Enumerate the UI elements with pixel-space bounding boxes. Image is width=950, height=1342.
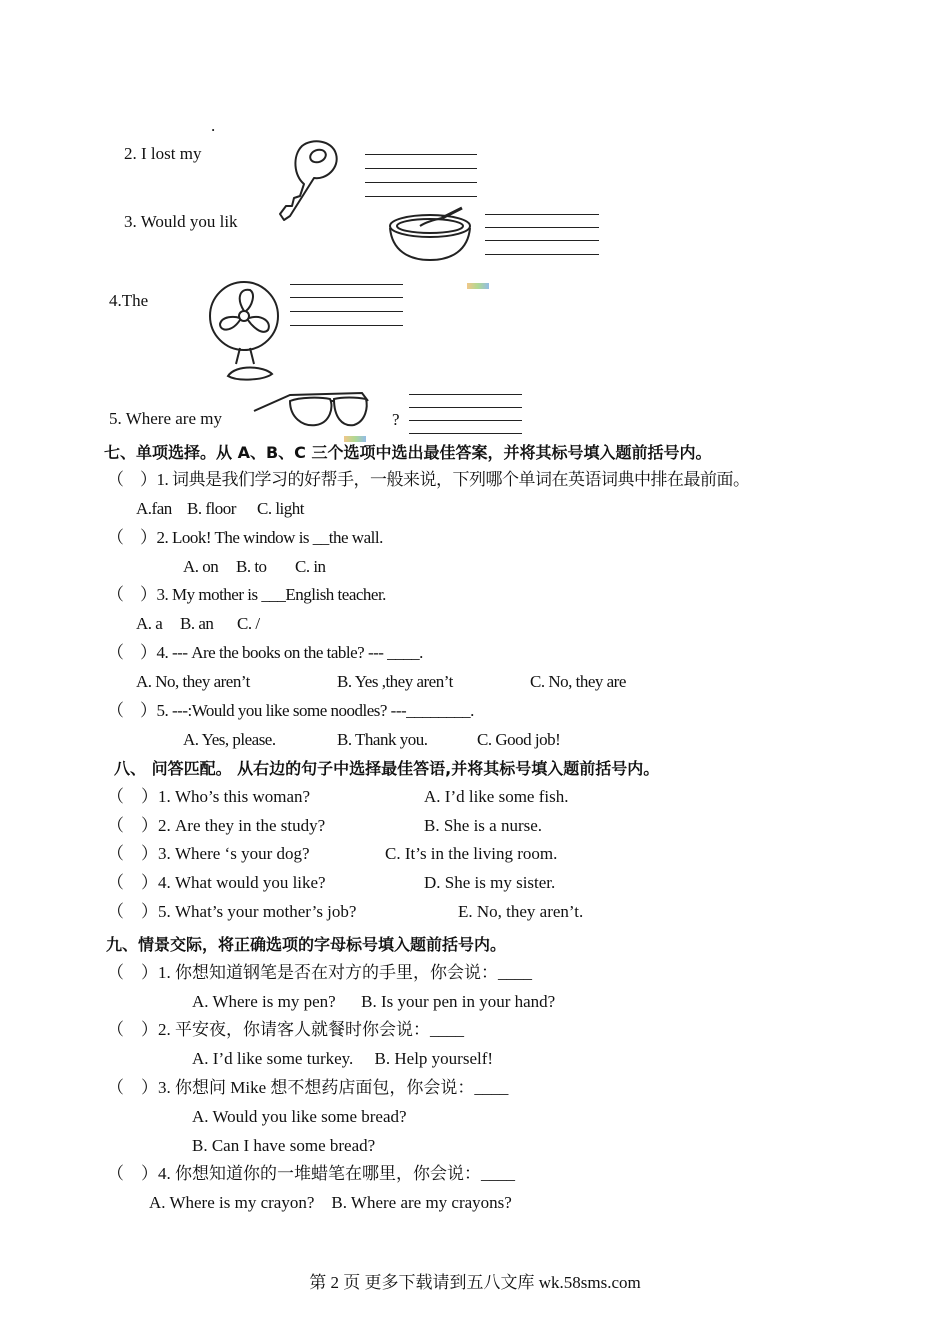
a8-4: D. She is my sister. bbox=[424, 873, 556, 892]
q8-2: （ ）2. Are they in the study? bbox=[107, 816, 326, 835]
q7-1-option-b: B. floor bbox=[187, 499, 236, 518]
q9-4-options: A. Where is my crayon? B. Where are my crayons? bbox=[149, 1193, 512, 1212]
q7-3: （ ）3. My mother is ___English teacher. bbox=[107, 585, 386, 604]
q7-4-option-c: C. No, they are bbox=[530, 672, 626, 691]
q7-2-option-c: C. in bbox=[295, 557, 326, 576]
q7-5-option-b: B. Thank you. bbox=[337, 730, 428, 749]
q9-2: （ ）2. 平安夜，你请客人就餐时你会说：____ bbox=[107, 1020, 464, 1039]
q9-1: （ ）1. 你想知道钢笔是否在对方的手里，你会说：____ bbox=[107, 963, 532, 982]
q6-3-text: 3. Would you lik bbox=[124, 212, 238, 231]
q7-4-option-a: A. No, they aren’t bbox=[136, 672, 250, 691]
q9-3-option-a: A. Would you like some bread? bbox=[192, 1107, 407, 1126]
section-9-heading: 九、情景交际，将正确选项的字母标号填入题前括号内。 bbox=[106, 935, 507, 954]
q9-2-options: A. I’d like some turkey. B. Help yourself! bbox=[192, 1049, 494, 1068]
q9-3: （ ）3. 你想问 Mike 想不想药店面包，你会说：____ bbox=[107, 1078, 509, 1097]
small-watermark-logo bbox=[344, 436, 366, 442]
q9-3-option-b: B. Can I have some bread? bbox=[192, 1136, 376, 1155]
stray-dot: . bbox=[211, 116, 216, 135]
a8-2: B. She is a nurse. bbox=[424, 816, 543, 835]
q7-4: （ ）4. --- Are the books on the table? --- ____. bbox=[107, 643, 423, 662]
q6-2-text: 2. I lost my bbox=[124, 144, 202, 163]
section-7-heading: 七、单项选择。从 A、B、C 三个选项中选出最佳答案，并将其标号填入题前括号内。 bbox=[104, 443, 712, 462]
q8-5: （ ）5. What’s your mother’s job? bbox=[107, 902, 357, 921]
q9-1-options: A. Where is my pen? B. Is your pen in your hand? bbox=[192, 992, 556, 1011]
q9-4: （ ）4. 你想知道你的一堆蜡笔在哪里，你会说：____ bbox=[107, 1164, 515, 1183]
page-footer: 第 2 页 更多下载请到五八文库 wk.58sms.com bbox=[309, 1273, 641, 1292]
q7-4-option-b: B. Yes ,they aren’t bbox=[337, 672, 453, 691]
small-watermark-logo bbox=[467, 283, 489, 289]
a8-3: C. It’s in the living room. bbox=[385, 844, 558, 863]
q7-3-option-a: A. a bbox=[136, 614, 163, 633]
q7-5-option-c: C. Good job! bbox=[477, 730, 561, 749]
q7-3-option-c: C. / bbox=[237, 614, 260, 633]
q7-1-option-a: A.fan bbox=[136, 499, 172, 518]
q8-3: （ ）3. Where ‘s your dog? bbox=[107, 844, 310, 863]
q7-5-option-a: A. Yes, please. bbox=[183, 730, 276, 749]
a8-1: A. I’d like some fish. bbox=[424, 787, 569, 806]
q7-3-option-b: B. an bbox=[180, 614, 214, 633]
q7-1: （ ）1. 词典是我们学习的好帮手，一般来说，下列哪个单词在英语词典中排在最前面。 bbox=[107, 470, 750, 489]
q8-1: （ ）1. Who’s this woman? bbox=[107, 787, 311, 806]
q7-2: （ ）2. Look! The window is __the wall. bbox=[107, 528, 383, 547]
a8-5: E. No, they aren’t. bbox=[458, 902, 584, 921]
section-8-heading: 八、 问答匹配。 从右边的句子中选择最佳答语,并将其标号填入题前括号内。 bbox=[114, 759, 660, 778]
q7-1-option-c: C. light bbox=[257, 499, 305, 518]
q6-5-question-mark: ? bbox=[392, 410, 400, 429]
fan-icon bbox=[206, 280, 284, 384]
q6-5-text: 5. Where are my bbox=[109, 409, 222, 428]
q7-2-option-b: B. to bbox=[236, 557, 267, 576]
glasses-icon bbox=[250, 389, 374, 433]
q6-4-text: 4.The bbox=[109, 291, 149, 310]
q7-5: （ ）5. ---:Would you like some noodles? ---________. bbox=[107, 701, 474, 720]
q8-4: （ ）4. What would you like? bbox=[107, 873, 326, 892]
key-icon bbox=[276, 136, 342, 226]
bowl-icon bbox=[386, 206, 474, 264]
q7-2-option-a: A. on bbox=[183, 557, 219, 576]
